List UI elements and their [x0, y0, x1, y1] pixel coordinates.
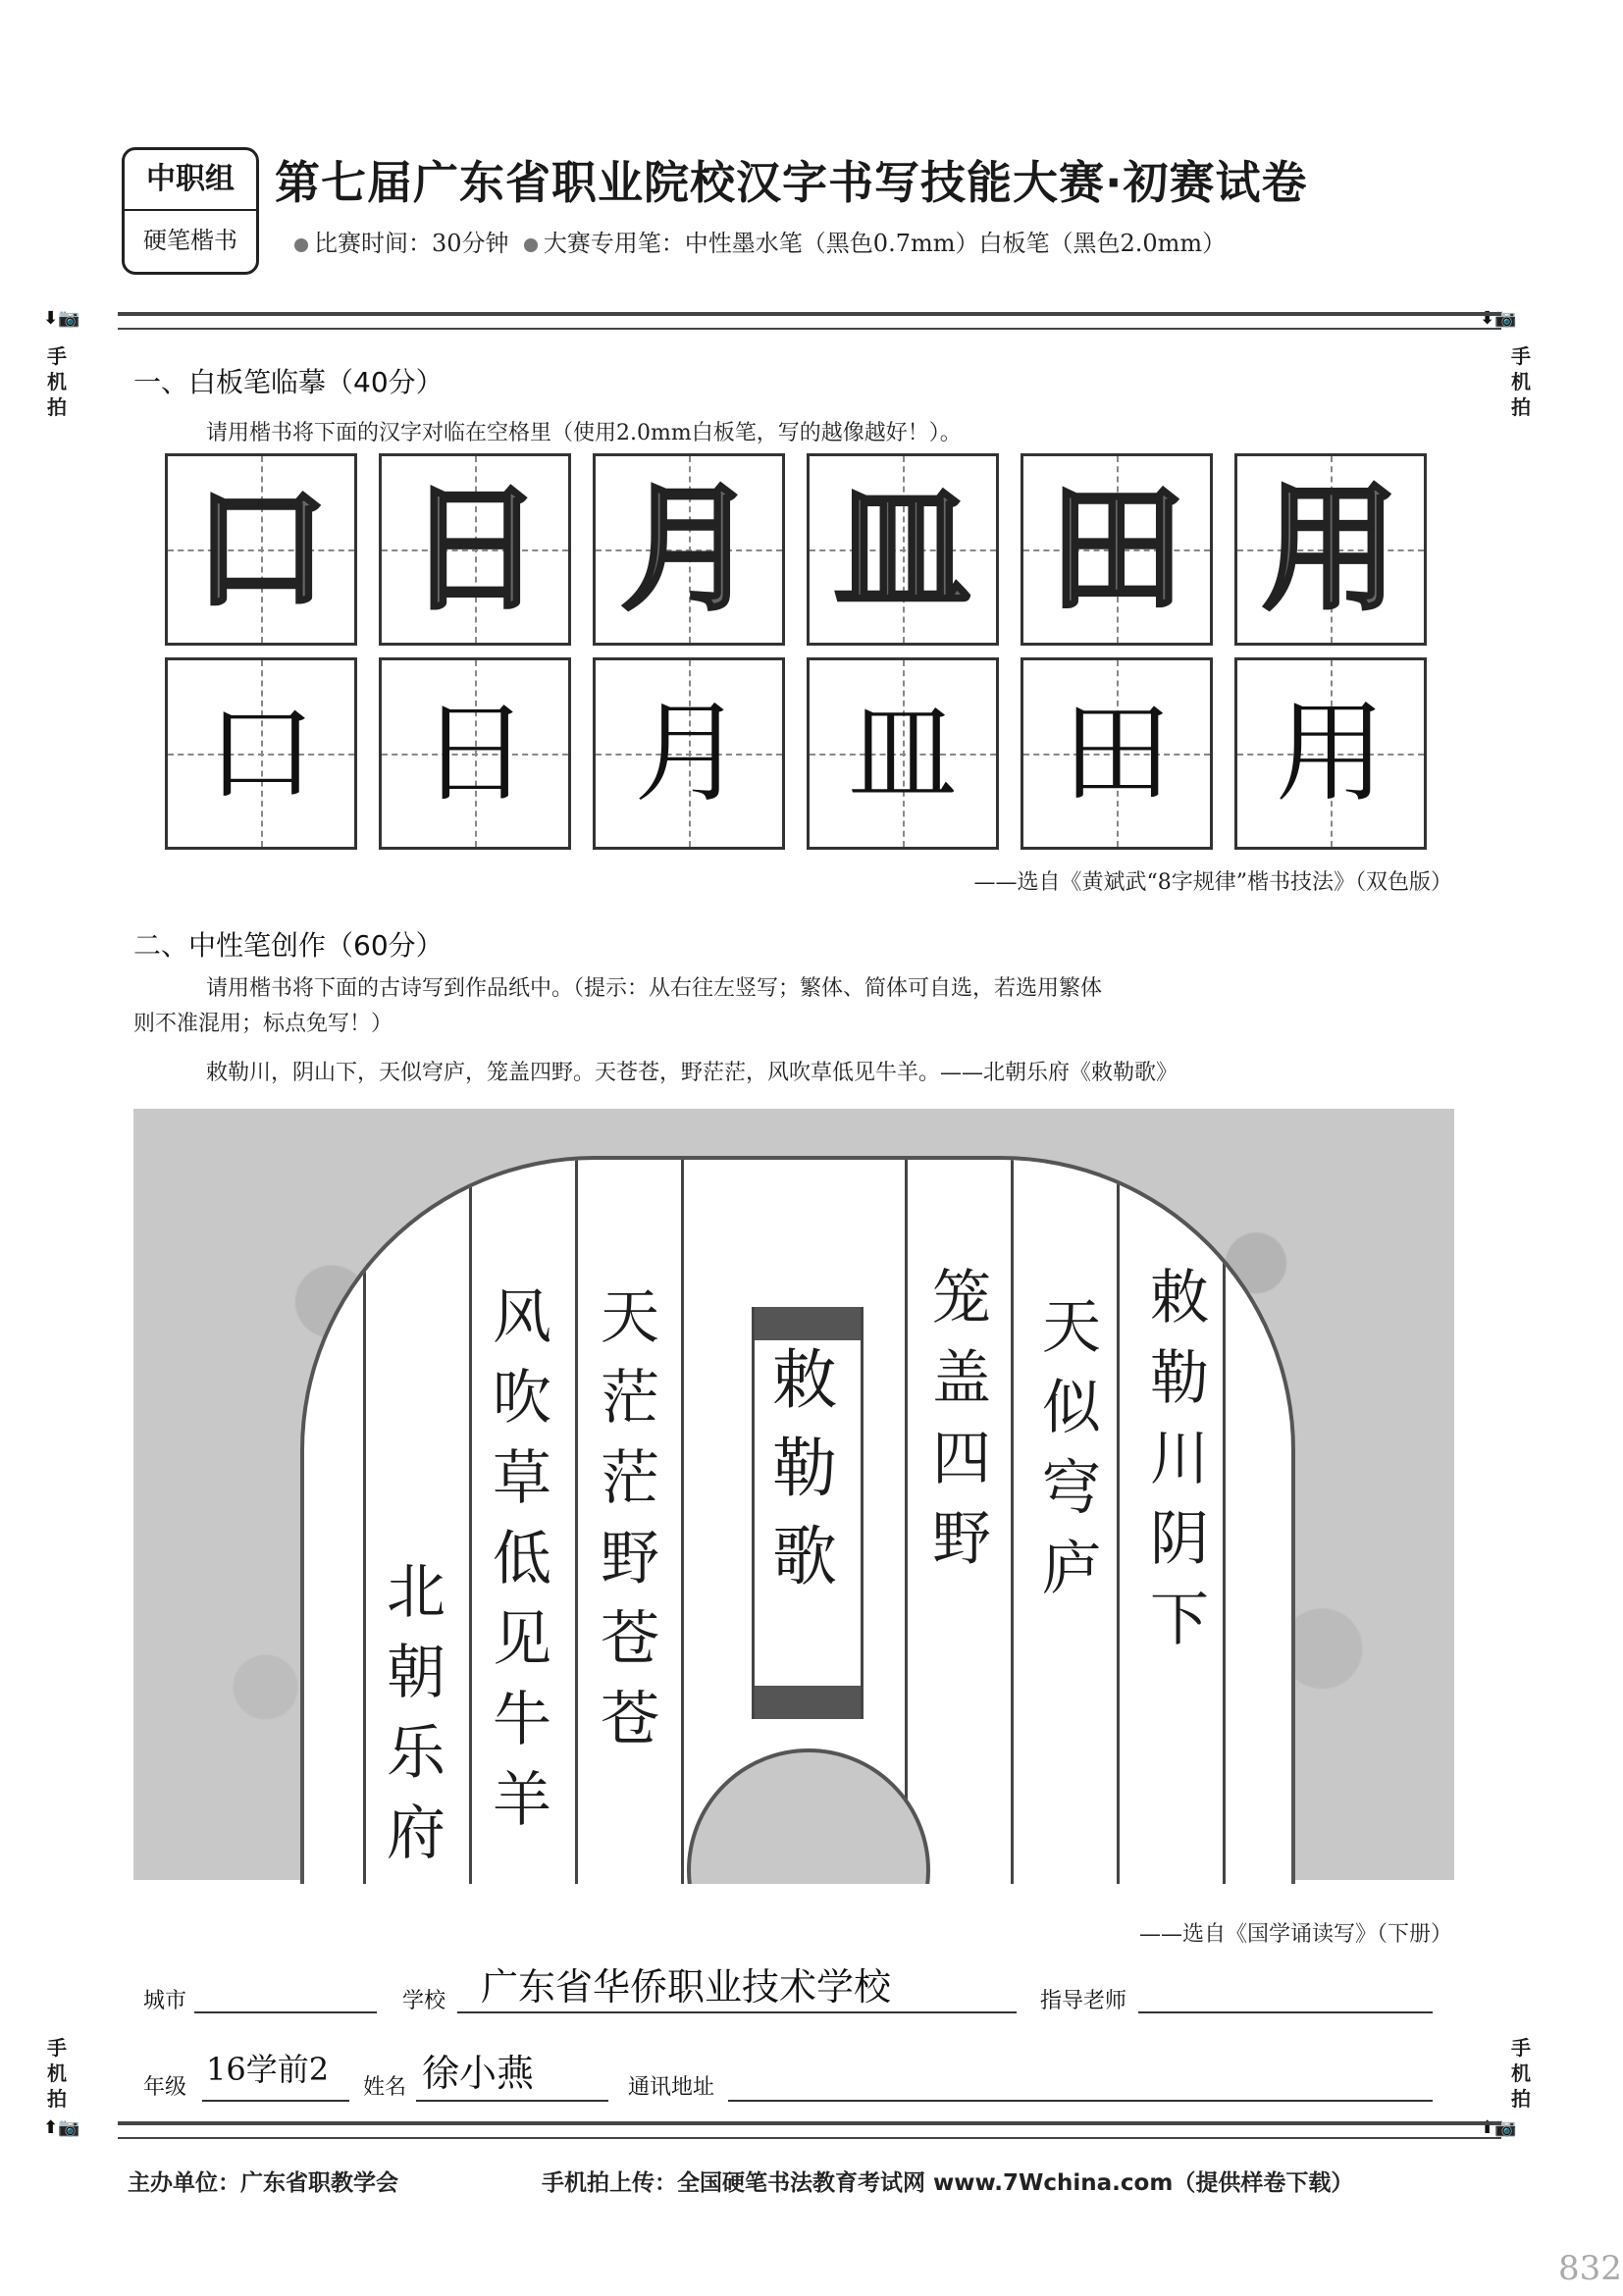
side-label-phone-photo: 手机拍 [1511, 344, 1531, 419]
copied-char: 田 [1062, 690, 1172, 817]
copy-char-box [1021, 657, 1213, 850]
copy-char-box [379, 657, 571, 850]
section2-title: 二、中性笔创作（60分） [133, 929, 444, 962]
school-label: 学校 [402, 1989, 446, 2013]
model-char-box [165, 453, 357, 646]
page-number-mark: 832 [1558, 2249, 1622, 2288]
city-field[interactable] [194, 1982, 377, 2013]
bullet-icon [294, 238, 308, 252]
handwritten-column: 北朝乐府 [387, 1558, 445, 1868]
model-char: 田 [1047, 469, 1185, 630]
copy-char-box [1234, 657, 1427, 850]
model-char-box [379, 453, 571, 646]
side-label-phone-photo: 手机拍 [47, 344, 67, 419]
copy-char-box [165, 657, 357, 850]
organizer-text: 主办单位：广东省职教学会 [128, 2170, 398, 2196]
grade-handwritten-value: 16学前2 [206, 2051, 330, 2088]
exam-time: 比赛时间：30分钟 [314, 230, 509, 257]
competition-group-badge [122, 147, 259, 275]
section1-source-caption: ——选自《黄斌武“8字规律”楷书技法》（双色版） [973, 870, 1452, 895]
section2-instruction-line1: 请用楷书将下面的古诗写到作品纸中。（提示：从右往左竖写；繁体、简体可自选，若选用繁体 [206, 976, 1103, 1001]
teacher-field[interactable] [1138, 1982, 1433, 2013]
side-label-phone-photo: 手机拍 [47, 2036, 67, 2111]
camera-up-icon: ⬆📷 [1480, 2117, 1517, 2138]
handwritten-column: 天茫茫野苍苍 [601, 1283, 659, 1754]
copied-char: 口 [206, 690, 316, 817]
city-label: 城市 [143, 1989, 187, 2013]
camera-up-icon: ⬆📷 [43, 2117, 80, 2138]
handwritten-column: 笼盖四野 [932, 1264, 991, 1574]
top-divider [118, 312, 1501, 330]
section1-title: 一、白板笔临摹（40分） [133, 366, 444, 398]
upload-info-text: 手机拍上传：全国硬笔书法教育考试网 www.7Wchina.com（提供样卷下载） [542, 2170, 1354, 2196]
model-char: 用 [1261, 469, 1399, 630]
model-char: 口 [191, 469, 330, 630]
model-char-box [807, 453, 999, 646]
exam-subtitle [294, 224, 1472, 258]
model-char-box [593, 453, 785, 646]
handwritten-column: 敕勒川阴下 [1150, 1264, 1209, 1654]
school-handwritten-value: 广东省华侨职业技术学校 [481, 1965, 892, 2009]
exam-pen: 大赛专用笔：中性墨水笔（黑色0.7mm）白板笔（黑色2.0mm） [543, 230, 1227, 257]
section2-source-caption: ——选自《国学诵读写》（下册） [1138, 1922, 1452, 1947]
calligraphy-work-sheet [133, 1109, 1454, 1880]
model-char: 月 [619, 469, 758, 630]
handwritten-title-column: 敕勒歌 [772, 1342, 837, 1594]
exam-title: 第七届广东省职业院校汉字书写技能大赛·初赛试卷 [275, 156, 1308, 209]
copied-char: 日 [420, 690, 530, 817]
side-label-phone-photo: 手机拍 [1511, 2036, 1531, 2111]
copy-char-box [593, 657, 785, 850]
bottom-divider [118, 2121, 1501, 2139]
handwritten-column: 天似穹庐 [1042, 1293, 1101, 1603]
camera-down-icon: ⬇📷 [1480, 308, 1517, 329]
badge-type-label: 硬笔楷书 [143, 227, 237, 254]
section1-instruction: 请用楷书将下面的汉字对临在空格里（使用2.0mm白板笔，写的越像越好！）。 [206, 421, 962, 445]
model-char: 日 [405, 469, 544, 630]
badge-group-label: 中职组 [125, 150, 256, 211]
arched-writing-paper [300, 1156, 1295, 1884]
arch-cutout [687, 1748, 930, 1884]
camera-down-icon: ⬇📷 [43, 308, 80, 329]
copied-char: 皿 [848, 690, 958, 817]
name-label: 姓名 [363, 2075, 407, 2100]
section2-instruction-line2: 则不准混用；标点免写！） [133, 1012, 393, 1036]
copy-char-box [807, 657, 999, 850]
model-char: 皿 [833, 469, 971, 630]
bullet-icon [524, 238, 538, 252]
model-char-box [1021, 453, 1213, 646]
grade-label: 年级 [143, 2075, 187, 2100]
name-handwritten-value: 徐小燕 [422, 2052, 535, 2095]
address-field[interactable] [728, 2070, 1433, 2102]
copied-char: 用 [1276, 690, 1386, 817]
address-label: 通讯地址 [628, 2075, 715, 2100]
copied-char: 月 [634, 690, 744, 817]
teacher-label: 指导老师 [1040, 1989, 1127, 2013]
model-char-box [1234, 453, 1427, 646]
handwritten-column: 风吹草低见牛羊 [493, 1283, 551, 1835]
poem-text: 敕勒川，阴山下，天似穹庐，笼盖四野。天苍苍，野茫茫，风吹草低见牛羊。——北朝乐府《敕勒歌》 [206, 1061, 1178, 1085]
